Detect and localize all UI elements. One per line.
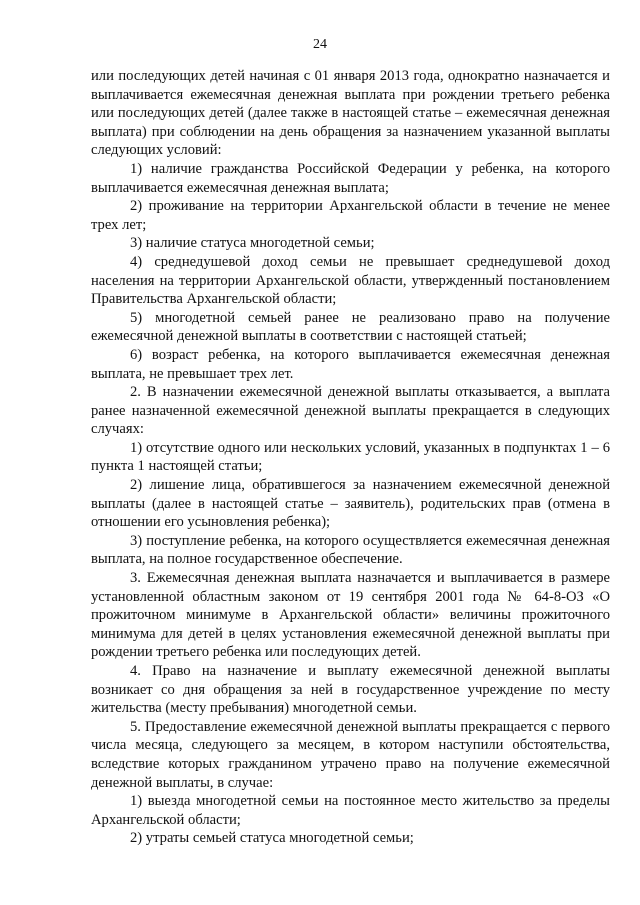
condition-2-residence: 2) проживание на территории Архангельской области в течение не менее трех лет; xyxy=(91,198,610,233)
refusal-case-1: 1) отсутствие одного или нескольких условий, указанных в подпунктах 1 – 6 пункта 1 настоящей статьи; xyxy=(91,439,610,475)
clause-4-right: 4. Право на назначение и выплату ежемесячной денежной выплаты возникает со дня обращения за ней в государственное учреждение по месту жительства (месту пребывания) многодетной семьи. xyxy=(91,663,610,717)
termination-case-1: 1) выезда многодетной семьи на постоянное место жительство за пределы Архангельской области; xyxy=(91,793,610,828)
condition-3-large-family-status: 3) наличие статуса многодетной семьи; xyxy=(130,235,375,252)
clause-5-termination: 5. Предоставление ежемесячной денежной выплаты прекращается с первого числа месяца, следующего за месяцем, в котором наступили обстоятельства, вследствие которых гражданином утрачено право на получение ежемесячной денежной выплаты, в случае: xyxy=(91,718,610,791)
termination-case-2: 2) утраты семьей статуса многодетной семьи; xyxy=(130,830,414,847)
clause-2-refusal: 2. В назначении ежемесячной денежной выплаты отказывается, а выплата ранее назначенной ежемесячной денежной выплаты прекращается в следующих случаях: xyxy=(91,384,610,438)
clause-3-amount: 3. Ежемесячная денежная выплата назначается и выплачивается в размере установленной областным законом от 19 сентября 2001 года № 64-8-ОЗ «О прожиточном минимуме в Архангельской области» величины прожиточного минимума для детей в целях установления ежемесячной денежной выплаты при рождении третьего ребенка или последующих детей. xyxy=(91,570,610,661)
document-body xyxy=(91,67,610,848)
condition-6-child-age: 6) возраст ребенка, на которого выплачивается ежемесячная денежная выплата, не превышает трех лет. xyxy=(91,346,610,382)
condition-1-citizenship: 1) наличие гражданства Российской Федерации у ребенка, на которого выплачивается ежемесячная денежная выплата; xyxy=(91,160,610,196)
page-number: 24 xyxy=(313,37,327,52)
refusal-case-3: 3) поступление ребенка, на которого осуществляется ежемесячная денежная выплата, на полное государственное обеспечение. xyxy=(91,532,610,568)
condition-5-not-realized: 5) многодетной семьей ранее не реализовано право на получение ежемесячной денежной выплаты в соответствии с настоящей статьей; xyxy=(91,309,610,345)
paragraph-continuation: или последующих детей начиная с 01 января 2013 года, однократно назначается и выплачивается ежемесячная денежная выплата при рождении третьего ребенка или последующих детей (далее также в настоящей статье – ежемесячная денежная выплата) при соблюдении на день обращения за назначением указанной выплаты следующих условий: xyxy=(91,68,610,159)
refusal-case-2: 2) лишение лица, обратившегося за назначением ежемесячной денежной выплаты (далее в настоящей статье – заявитель), родительских прав (отмена в отношении его усыновления ребенка); xyxy=(91,477,610,531)
condition-4-income: 4) среднедушевой доход семьи не превышает среднедушевой доход населения на территории Архангельской области, утвержденный постановлением Правительства Архангельской области; xyxy=(91,253,610,308)
